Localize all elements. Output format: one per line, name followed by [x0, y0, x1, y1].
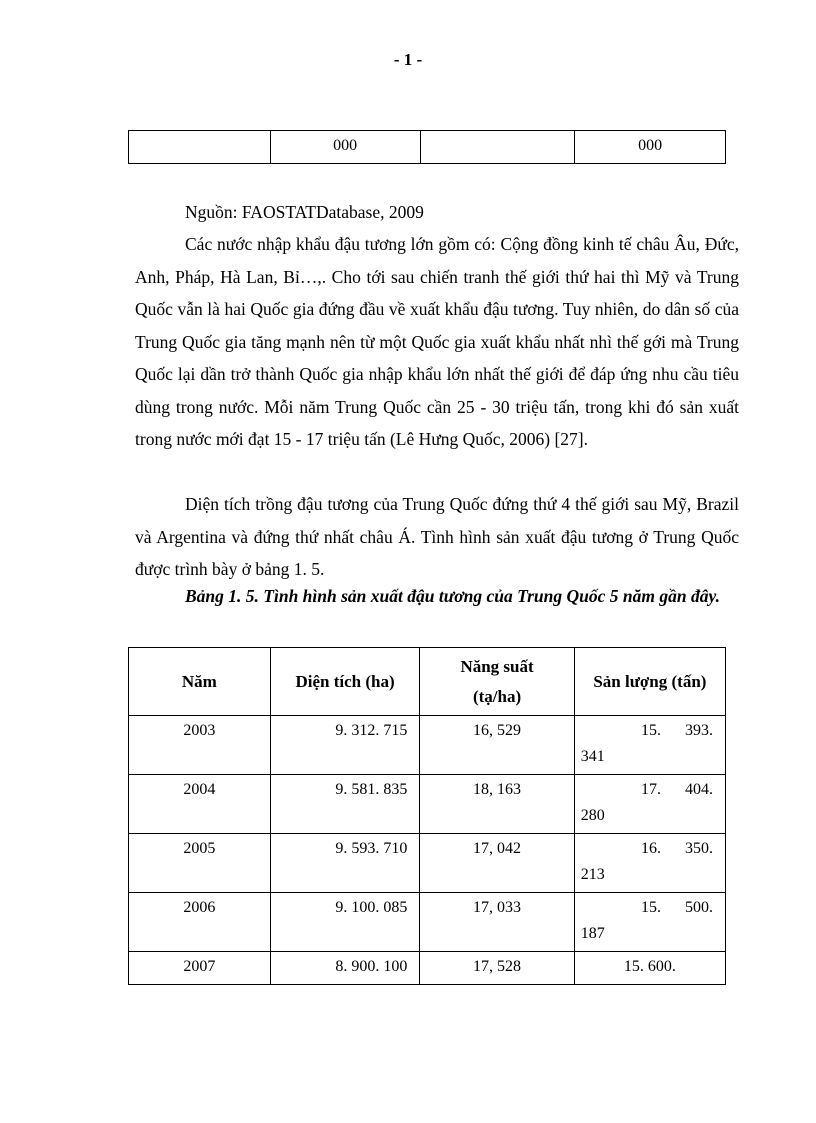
cell-year: 2006: [129, 893, 271, 952]
cell-area: 9. 581. 835: [270, 775, 420, 834]
output-line2: 280: [580, 807, 605, 824]
table-row: [129, 716, 726, 775]
cell-yield: 18, 163: [420, 775, 574, 834]
cell-yield: 17, 528: [420, 952, 574, 985]
output-line2: 213: [580, 866, 605, 883]
output-line1: 15. 600.: [623, 958, 676, 975]
cell-yield: 16, 529: [420, 716, 574, 775]
table-header-row: [129, 648, 726, 716]
header-area: Diện tích (ha): [270, 648, 420, 716]
table-row: [129, 834, 726, 893]
cell-area: 8. 900. 100: [270, 952, 420, 985]
cell-year: 2005: [129, 834, 271, 893]
output-line2: 187: [580, 925, 605, 942]
table-row: [129, 893, 726, 952]
table-cell: [420, 131, 575, 164]
soybean-production-table: [128, 647, 726, 985]
output-line1: 15. 500.: [641, 899, 713, 916]
cell-year: 2003: [129, 716, 271, 775]
body-paragraph-2: Diện tích trồng đậu tương của Trung Quốc đứng thứ 4 thế giới sau Mỹ, Brazil và Argentina và đứng thứ nhất châu Á. Tình hình sản xuất đậu tương ở Trung Quốc được trình bày ở bảng 1. 5.: [135, 494, 739, 579]
cell-output: [574, 716, 725, 775]
table-cell: [129, 131, 271, 164]
output-line1: 16. 350.: [641, 840, 713, 857]
table-row: [129, 952, 726, 985]
table-cell: 000: [575, 131, 726, 164]
cell-area: 9. 593. 710: [270, 834, 420, 893]
header-output: Sản lượng (tấn): [574, 648, 725, 716]
table-cell: 000: [270, 131, 420, 164]
cell-area: 9. 100. 085: [270, 893, 420, 952]
page-number: - 1 -: [393, 50, 423, 69]
table-row: [129, 131, 726, 164]
output-line1: 17. 404.: [641, 781, 713, 798]
source-citation: Nguồn: FAOSTATDatabase, 2009: [185, 202, 424, 222]
header-year: Năm: [129, 648, 271, 716]
cell-year: 2007: [129, 952, 271, 985]
cell-output: [574, 893, 725, 952]
cell-output: [574, 834, 725, 893]
header-yield-line2: (tạ/ha): [472, 686, 522, 706]
output-line2: 341: [580, 748, 605, 765]
table-caption: Bảng 1. 5. Tình hình sản xuất đậu tương của Trung Quốc 5 năm gần đây.: [185, 586, 720, 606]
continued-table-fragment: [128, 130, 726, 164]
cell-output: [574, 952, 725, 985]
output-line1: 15. 393.: [641, 722, 713, 739]
header-yield: [420, 648, 574, 716]
cell-output: [574, 775, 725, 834]
table-row: [129, 775, 726, 834]
header-yield-line1: Năng suất: [460, 656, 534, 676]
cell-area: 9. 312. 715: [270, 716, 420, 775]
cell-year: 2004: [129, 775, 271, 834]
body-paragraph-1: Các nước nhập khẩu đậu tương lớn gồm có: Cộng đồng kinh tế châu Âu, Đức, Anh, Pháp, Hà Lan, Bỉ…,. Cho tới sau chiến tranh thế giới thứ hai thì Mỹ và Trung Quốc vẫn là hai Quốc gia đứng đầu về xuất khẩu đậu tương. Tuy nhiên, do dân số của Trung Quốc gia tăng mạnh nên từ một Quốc gia xuất khẩu nhất nhì thế gới mà Trung Quốc lại dần trở thành Quốc gia nhập khẩu lớn nhất thế giới để đáp ứng nhu cầu tiêu dùng trong nước. Mỗi năm Trung Quốc cần 25 - 30 triệu tấn, trong khi đó sản xuất trong nước mới đạt 15 - 17 triệu tấn (Lê Hưng Quốc, 2006) [27].: [135, 234, 739, 449]
cell-yield: 17, 042: [420, 834, 574, 893]
cell-yield: 17, 033: [420, 893, 574, 952]
